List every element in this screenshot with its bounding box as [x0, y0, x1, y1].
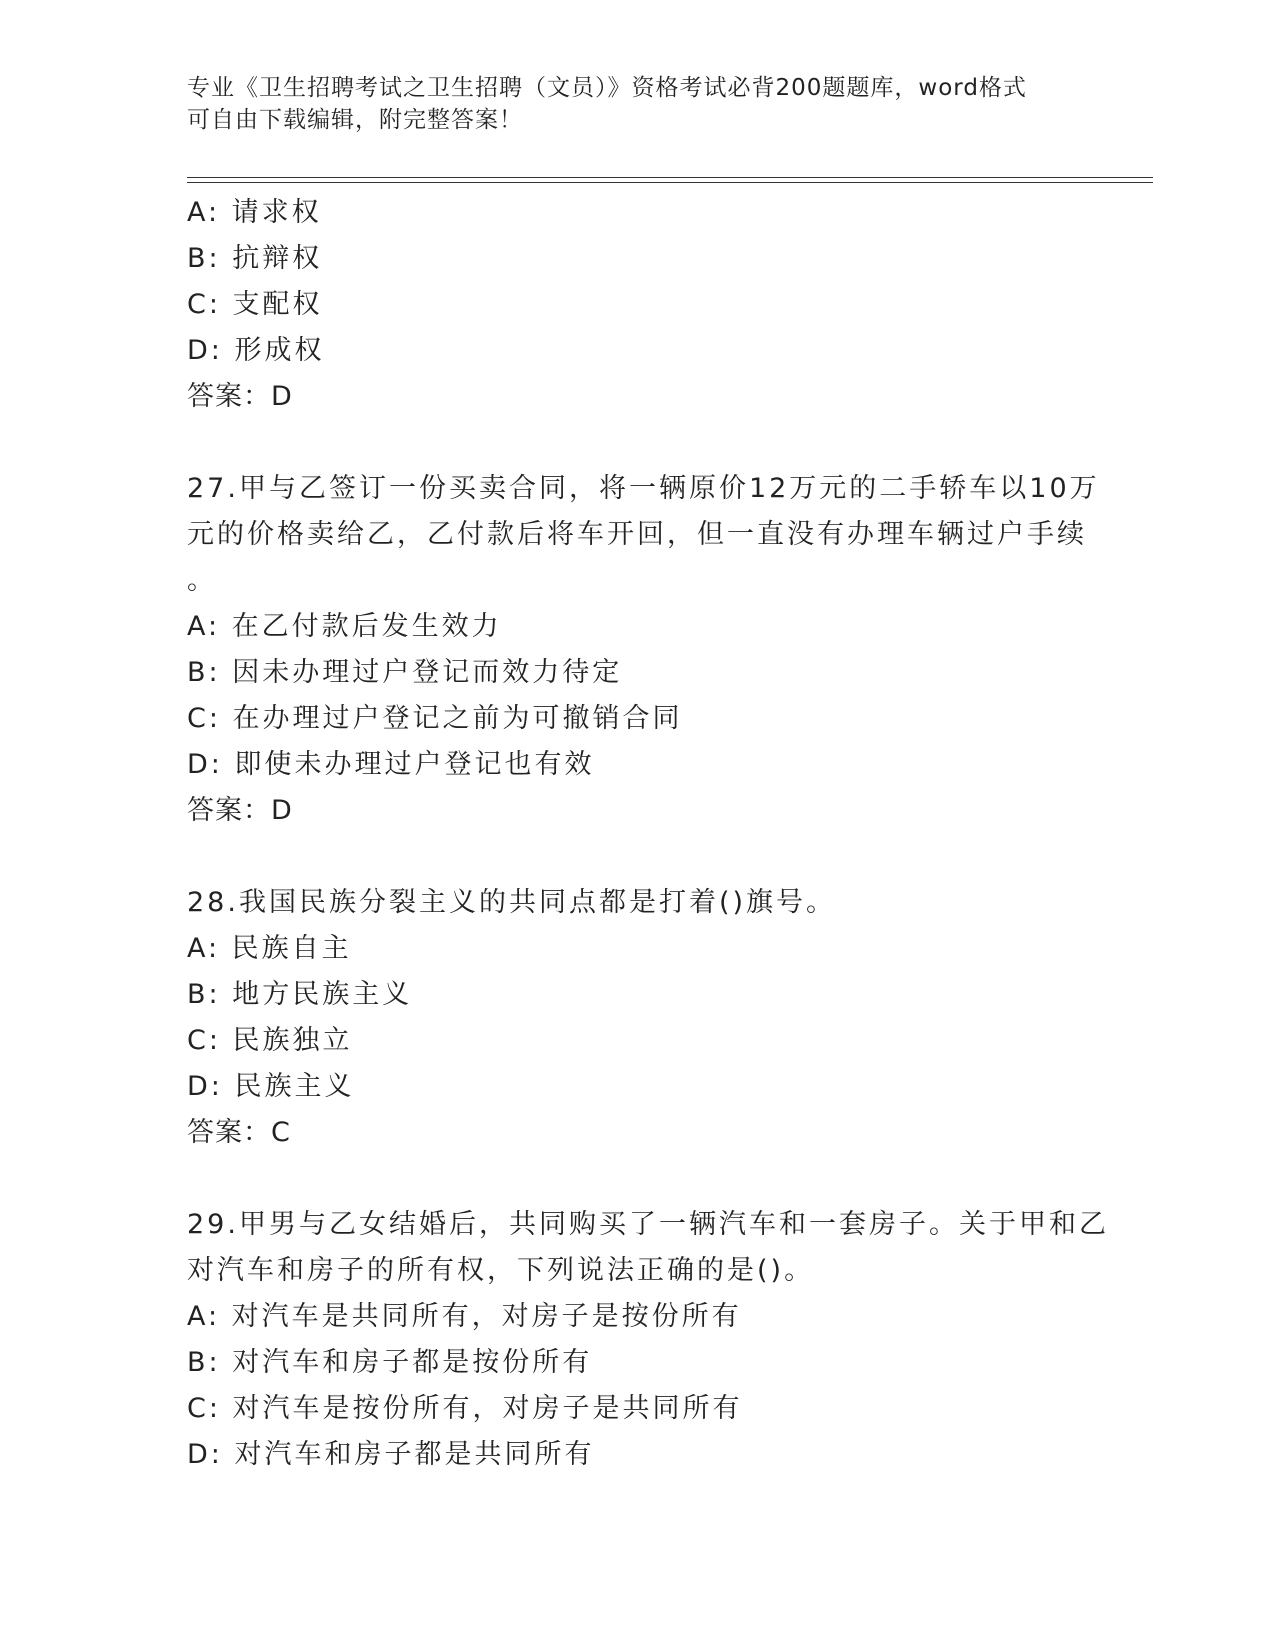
question-27 [187, 466, 1100, 834]
answer-line: 答案：D [187, 381, 293, 412]
question-list [187, 190, 1109, 1478]
question-stem-line: 对汽车和房子的所有权，下列说法正确的是()。 [187, 1255, 815, 1286]
option-b: B: 地方民族主义 [187, 979, 413, 1010]
answer-line: 答案：C [187, 1117, 291, 1148]
option-c: C: 民族独立 [187, 1025, 353, 1056]
spacer [187, 420, 1087, 466]
question-28 [187, 880, 1087, 1156]
option-b: B: 对汽车和房子都是按份所有 [187, 1347, 593, 1378]
question-stem-line: 。 [187, 565, 217, 596]
question-29 [187, 1202, 1109, 1478]
question-stem-line: 28.我国民族分裂主义的共同点都是打着()旗号。 [187, 887, 837, 918]
header-divider-bottom [187, 182, 1153, 183]
option-b: B: 抗辩权 [187, 243, 323, 274]
option-a: A: 请求权 [187, 197, 322, 228]
option-c: C: 支配权 [187, 289, 323, 320]
document-header [187, 72, 1087, 136]
option-c: C: 对汽车是按份所有，对房子是共同所有 [187, 1393, 743, 1424]
header-title-line-1: 专业《卫生招聘考试之卫生招聘（文员）》资格考试必背200题题库，word格式 [187, 75, 1027, 101]
question-stem-line: 元的价格卖给乙，乙付款后将车开回，但一直没有办理车辆过户手续 [187, 519, 1087, 550]
header-divider-top [187, 177, 1153, 178]
option-d: D: 即使未办理过户登记也有效 [187, 749, 595, 780]
option-a: A: 民族自主 [187, 933, 352, 964]
question-26 [187, 190, 1087, 420]
option-d: D: 对汽车和房子都是共同所有 [187, 1439, 595, 1470]
option-a: A: 对汽车是共同所有，对房子是按份所有 [187, 1301, 742, 1332]
option-c: C: 在办理过户登记之前为可撤销合同 [187, 703, 683, 734]
spacer [187, 834, 1087, 880]
option-d: D: 民族主义 [187, 1071, 355, 1102]
header-title-line-2: 可自由下载编辑，附完整答案！ [187, 107, 523, 133]
option-b: B: 因未办理过户登记而效力待定 [187, 657, 623, 688]
option-d: D: 形成权 [187, 335, 325, 366]
question-stem-line: 27.甲与乙签订一份买卖合同，将一辆原价12万元的二手轿车以10万 [187, 473, 1100, 504]
question-stem-line: 29.甲男与乙女结婚后，共同购买了一辆汽车和一套房子。关于甲和乙 [187, 1209, 1109, 1240]
option-a: A: 在乙付款后发生效力 [187, 611, 502, 642]
answer-line: 答案：D [187, 795, 293, 826]
spacer [187, 1156, 1087, 1202]
